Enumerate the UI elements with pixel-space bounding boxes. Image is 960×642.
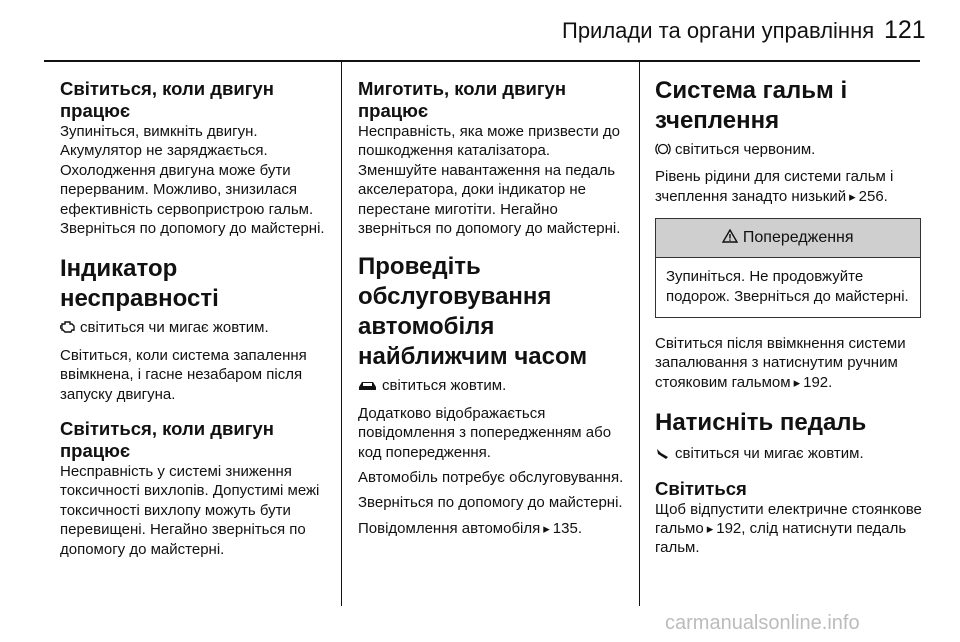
indicator-note: світиться чи мигає жовтим. — [675, 445, 864, 463]
column-1 — [60, 70, 332, 559]
paragraph — [655, 334, 927, 392]
warning-triangle-icon — [722, 229, 742, 246]
reference-text: Світиться після ввімкнення системи запалювання з натиснутим ручним стояковим гальмом — [655, 335, 906, 391]
paragraph — [655, 167, 927, 206]
header-divider — [44, 60, 920, 62]
section-title: Світиться, коли двигун працює — [60, 78, 274, 121]
page-ref-arrow-icon: ▸ — [543, 520, 550, 536]
section-title: Миготить, коли двигун працює — [358, 78, 567, 121]
page-ref: 256. — [858, 187, 888, 205]
header-title: Прилади та органи управління — [562, 18, 875, 43]
warning-text: Зупиніться. Не продовжуйте подорож. Зверніться до майстерні. — [666, 268, 909, 305]
reference-text: слід натиснути педаль гальм. — [655, 520, 907, 557]
page-number: 121 — [884, 16, 926, 44]
page-ref: 135. — [552, 519, 582, 537]
brake-icon — [655, 142, 671, 161]
page-ref-arrow-icon: ▸ — [793, 374, 801, 390]
indicator-note: світиться жовтим. — [382, 377, 507, 395]
reference-text: Рівень рідини для системи гальм і зчеплення занадто низький — [655, 168, 894, 205]
indicator-note: світиться чи мигає жовтим. — [80, 319, 269, 337]
paragraph — [358, 519, 630, 538]
paragraph: Автомобіль потребує обслуговування. — [358, 469, 624, 487]
footer-watermark: carmanualsonline.info — [665, 612, 860, 634]
indicator-line — [358, 376, 630, 397]
reference-text: Щоб відпустити електричне стоянкове гальмо — [655, 500, 922, 538]
pedal-icon — [655, 446, 671, 465]
column-2 — [358, 70, 630, 538]
reference-text: Повідомлення автомобіля — [358, 519, 541, 537]
paragraph: Зупиніться, вимкніть двигун. Акумулятор не заряджається. Охолодження двигуна може бути перерваним. Можливо, знизилася ефективність сервопристрою гальм. Зверніться по допомогу до майстерні. — [60, 123, 325, 238]
page-ref: 192. — [803, 373, 833, 391]
paragraph — [655, 500, 927, 558]
paragraph: Несправність, яка може призвести до пошкодження каталізатора. Зменшуйте навантаження на педаль акселератора, доки індикатор не перестане миготіти. Негайно зверніться по допомогу до майстерні. — [358, 123, 621, 238]
section-heading: Проведіть обслуговування автомобіля найближчим часом — [358, 253, 588, 371]
section-heading: Система гальм і зчеплення — [655, 77, 848, 134]
wrench-car-icon — [358, 378, 378, 397]
section-heading: Індикатор несправності — [60, 255, 219, 313]
indicator-line — [655, 140, 927, 161]
warning-header — [656, 219, 920, 258]
warning-box — [655, 218, 921, 318]
column-3 — [655, 70, 927, 558]
column-divider — [639, 60, 640, 606]
section-heading: Натисніть педаль — [655, 409, 867, 437]
section-title: Світиться — [655, 477, 747, 499]
paragraph: Додатково відображається повідомлення з попередженням або код попередження. — [358, 404, 612, 461]
section-title: Світиться, коли двигун працює — [60, 418, 274, 462]
paragraph: Зверніться по допомогу до майстерні. — [358, 494, 623, 512]
page-ref: 192, — [716, 520, 746, 538]
page-header — [0, 0, 960, 60]
indicator-line — [655, 444, 927, 465]
page-ref-arrow-icon: ▸ — [706, 521, 714, 537]
engine-icon — [60, 320, 76, 339]
indicator-note: світиться червоним. — [675, 141, 816, 158]
paragraph: Несправність у системі зниження токсичності вихлопів. Допустимі межі токсичності вихлопу можуть бути перевищені. Негайно зверніться по допомогу до майстерні. — [60, 463, 320, 558]
indicator-line — [60, 318, 332, 339]
column-divider — [341, 60, 342, 606]
page-ref-arrow-icon: ▸ — [849, 188, 856, 204]
paragraph: Світиться, коли система запалення ввімкнена, і гасне незабаром після запуску двигуна. — [60, 346, 307, 403]
warning-title: Попередження — [742, 229, 854, 247]
